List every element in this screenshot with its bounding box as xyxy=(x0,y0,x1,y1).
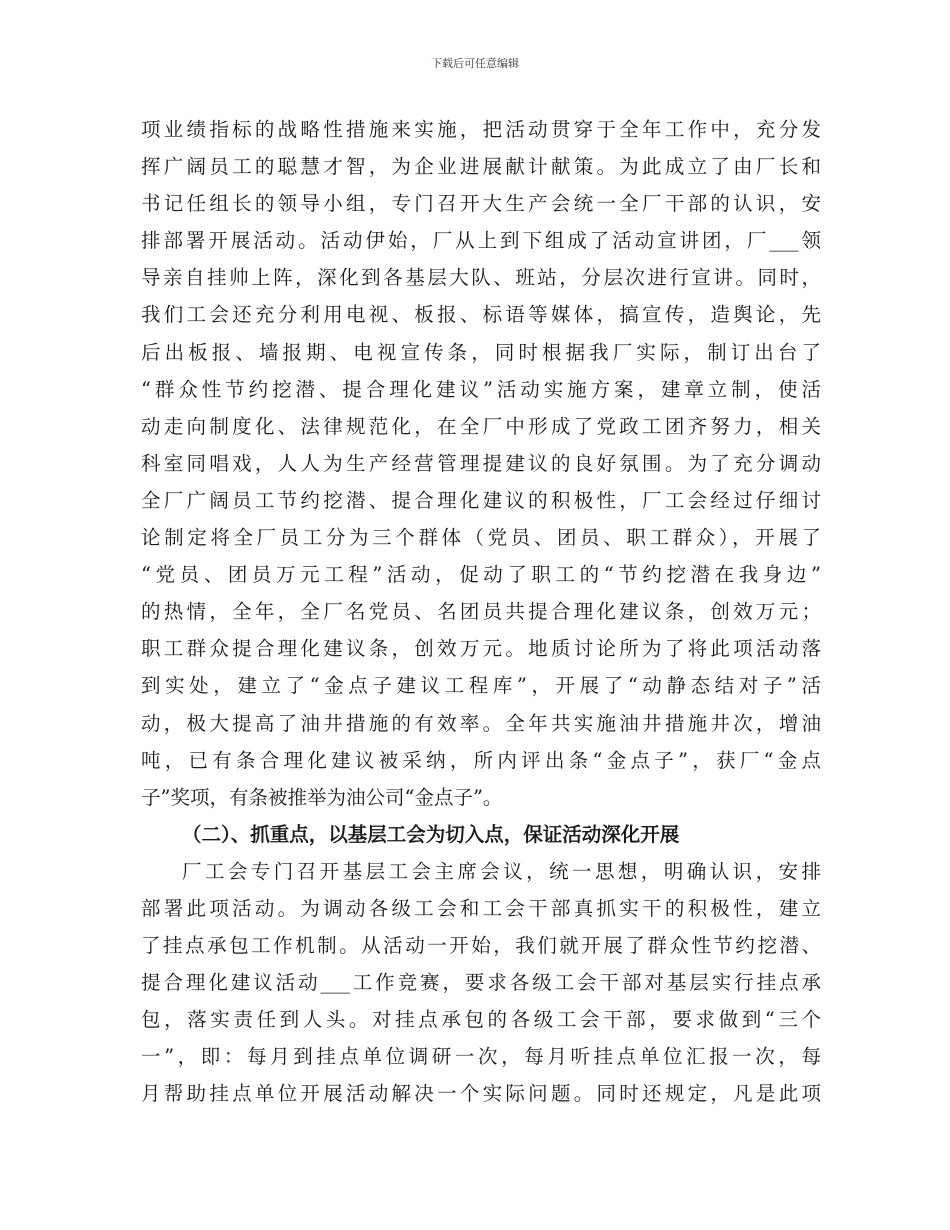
text-line: 排部署开展活动。活动伊始，厂从上到下组成了活动宣讲团，厂___领 xyxy=(141,229,821,253)
text-line: 全厂广阔员工节约挖潜、提合理化建议的积极性，厂工会经过仔细讨 xyxy=(141,488,821,512)
text-line: 子”奖项，有条被推举为油公司“金点子”。 xyxy=(141,785,503,809)
text-line: 挥广阔员工的聪慧才智，为企业进展献计献策。为此成立了由厂长和 xyxy=(141,155,821,179)
page-header-note: 下载后可任意编辑 xyxy=(431,57,519,70)
text-line: 部署此项活动。为调动各级工会和工会干部真抓实干的积极性，建立 xyxy=(141,896,821,920)
text-line: “党员、团员万元工程”活动，促动了职工的“节约挖潜在我身边” xyxy=(141,563,821,587)
text-line: 一”，即：每月到挂点单位调研一次，每月听挂点单位汇报一次，每 xyxy=(141,1045,821,1069)
document-body xyxy=(141,111,821,1113)
text-line: 动，极大提高了油井措施的有效率。全年共实施油井措施井次，增油 xyxy=(141,711,821,735)
text-line: 项业绩指标的战略性措施来实施，把活动贯穿于全年工作中，充分发 xyxy=(141,118,821,141)
text-line: 动走向制度化、法律规范化，在全厂中形成了党政工团齐努力，相关 xyxy=(141,414,821,438)
text-line: 导亲自挂帅上阵，深化到各基层大队、班站，分层次进行宣讲。同时， xyxy=(141,266,821,290)
text-line: 吨，已有条合理化建议被采纳，所内评出条“金点子”，获厂“金点 xyxy=(141,748,821,772)
text-line: 职工群众提合理化建议条，创效万元。地质讨论所为了将此项活动落 xyxy=(141,637,821,661)
text-line: 我们工会还充分利用电视、板报、标语等媒体，搞宣传，造舆论，先 xyxy=(141,303,821,327)
text-line: 月帮助挂点单位开展活动解决一个实际问题。同时还规定，凡是此项 xyxy=(141,1082,821,1106)
text-line: “群众性节约挖潜、提合理化建议”活动实施方案，建章立制，使活 xyxy=(141,377,821,401)
text-line: 包，落实责任到人头。对挂点承包的各级工会干部，要求做到“三个 xyxy=(141,1008,821,1032)
text-line: 的热情，全年，全厂名党员、名团员共提合理化建议条，创效万元； xyxy=(141,600,821,624)
text-line: 提合理化建议活动___工作竞赛，要求各级工会干部对基层实行挂点承 xyxy=(141,971,821,995)
text-line: 论制定将全厂员工分为三个群体（党员、团员、职工群众），开展了 xyxy=(141,526,821,550)
text-line: 书记任组长的领导小组，专门召开大生产会统一全厂干部的认识，安 xyxy=(141,192,821,216)
text-line: 科室同唱戏，人人为生产经营管理提建议的良好氛围。为了充分调动 xyxy=(141,451,821,475)
text-line: 厂工会专门召开基层工会主席会议，统一思想，明确认识，安排 xyxy=(182,859,821,883)
text-line: 了挂点承包工作机制。从活动一开始，我们就开展了群众性节约挖潜、 xyxy=(141,934,821,958)
text-line: 后出板报、墙报期、电视宣传条，同时根据我厂实际，制订出台了 xyxy=(141,340,821,364)
section-heading: （二）、抓重点，以基层工会为切入点，保证活动深化开展 xyxy=(182,822,680,846)
text-line: 到实处，建立了“金点子建议工程库”，开展了“动静态结对子”活 xyxy=(141,674,821,698)
